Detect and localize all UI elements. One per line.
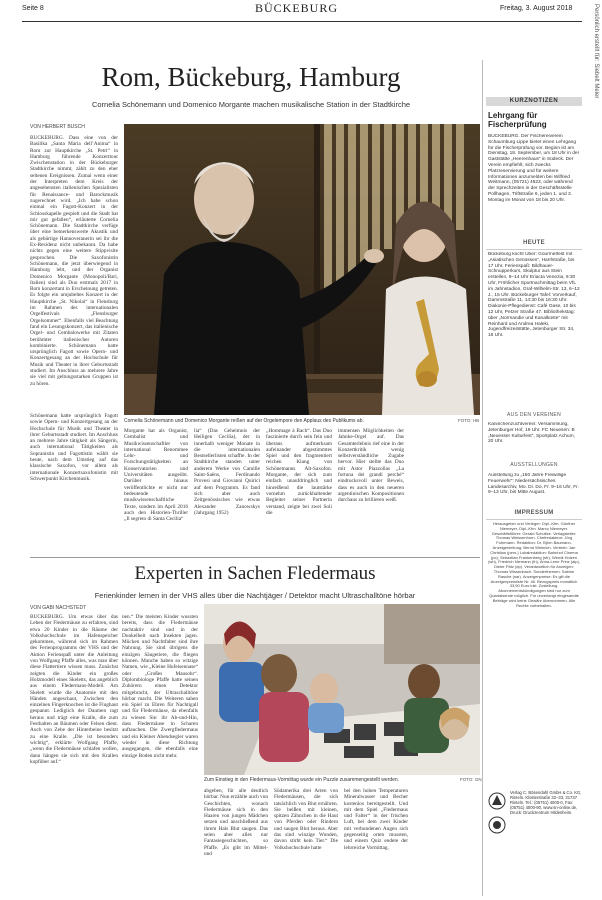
notice-title: Lehrgang für Fischerprüfung [488,111,547,129]
bat-workshop-photo-image [204,604,480,775]
bat-workshop-photo [204,604,480,775]
article1-column-1b: Schönemann hatte ursprünglich Fagott sowie Opern- und Konzertgesang an der Hochschule für Musik und Theater in ihrer Geburtsstadt studiert. Im Anschluss an mehrere Jahre tätigkeit als Sängerin, auch international Tätigkeiten als Sopranistin und Fagottistin wählt sie heute, nach dem Umstieg auf das klassische Saxofon, vor allem als internationale Konzertsaxofonistin mit Schwerpunkt Kirchenmusik. [30,413,118,482]
header-rule [22,21,582,22]
article2-headline: Experten in Sachen Fledermaus [134,563,376,584]
article1-subhead: Cornelia Schönemann und Domenico Morgante machen musikalische Station in der Stadtkirche [91,100,411,109]
heute-heading: HEUTE [523,240,545,246]
impressum-rule [486,519,582,520]
ausstellungen-text: Ausstellung zu „150 Jahre Freiwillige Feuerwehr“: Niedersächsisches Landesarchiv, Mo. Di. Do. Fr. 9–16 Uhr, Fr. 9–13 Uhr, bis Mitte August. [488,473,579,496]
publisher-seal-icon [488,792,506,810]
vereine-text: Kaninchenzuchtverein: Versammlung, Jetenburger Hof, 19 Uhr. FC Neuesen: B „Neuesser Kulturfest“, Sportplatz Achum, 20 Uhr. [488,422,575,445]
issue-date: Freitag, 3. August 2018 [500,5,573,12]
article2-subhead: Ferienkinder lernen in der VHS alles über die Nachtjäger / Detektor macht Ultraschalltöne hörbar [94,591,416,600]
concert-photo [124,124,480,415]
sidebar-divider [482,60,483,896]
vereine-heading: AUS DEN VEREINEN [507,412,561,418]
ausstellungen-heading: AUSSTELLUNGEN [510,462,558,468]
notice-text: BÜCKEBURG. Der Fischereiverein Schaumburg Lippe bietet einen Lehrgang für die Fischerprüfung vor. Beginn ist am Dienstag, 18. September, um 18 Uhr in der Gaststätte „Heerenhaus“ in Südeck. Der Verein empfiehlt, sich zwecks Platzreservierung und für weitere Informationen anzumelden bei Wilfried Weitmann, (05721) 4623, oder während der Sprechzeiten in der Geschäftsstelle Pollhagen, Triftstraße 6, jeden 1. und 3. Montag im Monat von 18 bis 20 Uhr. [488,134,580,203]
impressum-heading: IMPRESSUM [514,510,554,516]
article2-column-5: bei den hohen Temperaturen Mineralwasser und Becher kostenlos bereitgestellt. Und mit dem Spiel „Fledermaus und Falter“ in der frischen Luft, bei dem zwei Kinder mit verbundenen Augen sich gegenseitig orten mussten, und einem Quiz endete der lehrreiche Vormittag. [344,788,408,851]
page-number: Seite 8 [22,5,44,12]
concert-photo-caption: Cornelia Schönemann und Domenico Morgante reißen auf der Orgelempore den Applaus des Publikums ab. [124,418,364,424]
article1-column-1: BÜCKEBURG. Dass eine von der Basilika „Santa Maria dell’Anima“ in Rom zur Hauptkirche „St. Petri“ in Hamburg führende Konzerttour Zwischenstation in der Bückeburger Stadtkirche nimmt, zählt zu den eher seltenen Ereignissen. Zumal wenn einer der Interpreten dem Kreis der angesehensten italienischen Spezialisten für Renaissance- und Barockmusik zugerechnet wird. „Ich habe schon einmal ein Fagott-Konzert in der Schlosskapelle gespielt und die Stadt hat mir gut gefallen“, erläuterte Cornelia Schönemann. Die Stadtkirche verfüge über eine bemerkenswerte Akustik und als gebürtige Hannoveranerin sei ihr die Ex-Residenz nicht unbekannt. Da habe nichts gegen eine weitere Stippvisite gesprochen. Die Saxofonistin Schönemann, die jetzt überwiegend in Hamburg lebt, und der Organist Domenico Morgante (Monopoli/Bari, Italien) sind als Duo erstmals 2017 in Rom konzertant in Erscheinung getreten. Es folgte ein umjubeltes Konzert in der Hauptkirche „St. Nikolai“ in Flensburg im Rahmen des internationalen Orgelfestivals „Flensburger Orgelsommer“. Ebenfalls viel Beachtung fand ein Lesungskonzert, das italienische Orgel- und Cembalowerke mit Zitaten berühmter italienischer Autoren kombinierte. Schönemann hatte ursprünglich Fagott sowie Opern- und Konzertgesang an der Hochschule für Musik und Theater in ihrer Geburtsstadt studiert. Im Anschluss an mehrere Jahre sie viel mit geltungsstarken Gruppen ist zu hören. [30,135,118,387]
article2-column-3: abgeben, für alle deutlich hörbar. Nun erzählte auch von Geschichten, wonach Fledermäuse sich in den Haaren von jungen Mädchen setzen und anschließend aus ihrem Hals Blut saugen. Das seien aber alles nur Fantasiegeschichten, so Pfaffe. „Es gibt im Mittel- und [204,788,268,857]
article2-column-1: BÜCKEBURG. Um etwas über das Leben der Fledermäuse zu erfahren, sind etwa 20 Kinder in die Räume der Volkshochschule im Hafenspeicher gekommen, während sich im Rahmen des Ferienprogramms der VHS und der Aktion Ferienspaß unter die Anleitung von Wolfgang Pfaffe alles, was man über diese Flattertiere wissen muss. Zunächst zeigten die Kinder ein großes Holzmodell eines Skeletts, das angeblich aus einem Fledermaus-Modell. Am Skelett wurde die Anatomie mit den Händen angeschaut, Zwischen den einzelnen Fingerknochen ist die Flughaut gespannt. Lediglich der Daumen ragt heraus und trägt eine Kralle, die zum Festhalten an Bäumen oder Felsen dient. Auch von Zehe der Hinterbeine besitzt zu eine Kralle. „Die ist besonders wichtig“, erklärte Wolfgang Pfaffe, „wenn die Fledermäuse schlafen wollen, dann hängen sie sich mit den Krallen kopfüber auf.“ [30,614,118,765]
article2-column-2: nen.“ Die meisten Kinder wussten bereits, dass die Fledermäuse nachtaktiv sind und in der Dunkelheit nach Insekten jagen. Mücken und Nachtfalter sind ihre Nahrung. Sie sind übrigens die einzigen Säugetiere, die fliegen können. Manche haben so witzige Namen, wie „Kleine Hufeisennase“ oder „Großes Mausohr“. Diplombiologe Pfaffe hatte seinen Zuhörern einen Detektor mitgebracht, der Ultraschalltöne hörbar macht. Die Weiteren sahen ein Spiel zu Ehren für Nachtigall und für Fledermäuse, da ebenfalls zu wiesen Sie: ihr Ab-und-Hin, dass Fledermäuse in Scharen auftauchen. Die Zwergfledermaus und ein Kleiner Abendsegler waren wieder in diese Richtung ausgegangen, die ebenfalls eine einzige Boden nicht mehr. [122,614,198,759]
article1-byline: VON HERBERT BUSCH [30,124,85,130]
personalization-note: Persönlich erstellt für: Siebelt Meier [593,4,599,99]
article-divider [30,557,480,558]
section-title: BÜCKEBURG [255,1,339,15]
article1-column-3: lia“ (Das Geheimnis der Heiligen Cecilia), der in innerhalb weniger Monate in die internationalen Bestsellerlisten schaffte. In der Stadtkirche standen unter anderem Werke von Camille Saint-Saëns, Ferdinando Provesi und Giovanni Quirici auf dem Programm. Es fand sich aber auch Zeitgenössisches wie etwas Alexander Zanowskys (Jahrgang 1952) [194,428,260,516]
article1-column-2: Morgante hat als Organist, Cembalist und Musikwissenschaftler von international Renommee Lehr- und Forschungstätigkeiten an Konservatorien und Universitäten ausgeübt. Darüber hinaus veröffentlichte er nicht nur bedeutende musikwissenschaftliche Texte, sondern im April 2016 auch den Historien-Thriller „Il segreto di Santa Cecilia“ [124,428,188,523]
publisher-info: Verlag C. Bösendahl GmbH & Co. KG, Rinteln. Klosterstraße 32–33, 31737 Rinteln. Tel.: (05751) 4000-0, Fax: (05751) 4000-90, www.sn-online.de, Druck: Druckzentrum Hildesheim. [510,790,582,815]
bat-workshop-credit: FOTO: GN [460,777,482,782]
article1-headline: Rom, Bückeburg, Hamburg [101,62,401,92]
heute-text: Bückeburg kocht Uber: Gourmetfest mit „Asiatischen Genüssen“, Harrlstraße, bis 17 Uhr. Ferienspaß: Bildhauer-Schnupperkurs, Skulptur aus Stein erstellen, 9–14 Uhr Eriacta Venezia, 9:30 Uhr, Fröhlicher Sportnachmittag beim VfL im Jahnstadion, Graf-Wilhelm-Str. 13, 6–12 J., 15 Uhr. Bückeburger Tafel: Vorverkauf, Dammstraße 11, 14:30 bis 16:30 Uhr. Diakonie-Pflegedienst: Café Oase, 10 bis 12 Uhr, Petzer Straße 47. Bibliothekstag: über „Normandie und Kanalküste“ mit Reinhard und Andrea Haleki, Jugendfreizeitstätte, Jetenburger Str. 34, 16 Uhr. [488,252,580,339]
bat-workshop-caption: Zum Einstieg in den Fledermaus-Vormittag wurde ein Puzzle zusammengestellt werden. [204,777,400,783]
concert-photo-image [124,124,480,415]
article2-column-4: Südamerika drei Arten von Fledermäusen, die sich tatsächlich von Blut ernähren. Sie beißen mit kleinen, spitzen Zähnchen in die Haut von Pferden oder Rindern und saugen Blut heraus. Aber das sind winzige Wunden, davon stirbt kein Tier.“ Die Volkshochschule hatte [274,788,338,851]
article2-byline: VON GABI NACHSTEDT [30,605,87,611]
article1-column-5: immensen Möglichkeiten der Jahnke-Orgel auf. Das Gesamterlebnis rief eine in der Konzertkritik wenig selbstverständliche Zugabe hervor. Hier stellte das Duo mit Astor Piazzollas „La fortuna dei grandi perché“ eindrucksvoll unter Beweis, dass es auch in den neueren argentinischen Kompositionen durchaus zu brillieren weiß. [338,428,404,504]
impressum-text: Herausgeber und Verleger: Dipl.-Kfm. Günther Niemeyer, Dipl.-Kfm. Marco Niemeyer. Geschäftsführer: Gerald Schultze. Verlagsleiter: Thomas Weissenhorn. Chefredakteur: Jörg Fuhrmann. Redaktion: Dr. Björn Baumann. Anzeigenleitung: Bernd Weinrich. Vertrieb: Jan Christian (pers.) Lokalredaktion: Bahnhof Cinema (pc), Sebastian Frankenberg (sfr), Wendt Holzen (wh), Friedrich Niemann (fn), Anna-Lene Prinz (alp), Dieter Pätz (dp). Verantwortlich für Anzeigen: Thomas Wissenbach. Sonderthemen: Sabine Rasche (sar). Anzeigenpreise: Es gilt die Anzeigenpreisliste Nr. 46. Bezugspreis monatlich 33,90 Euro inkl. Zustellung. Abonnementskündigungen sind nur zum Quartalsende möglich. Für unverlangt eingesandte Beiträge wird keine Gewähr übernommen. Alle Rechte vorbehalten. [488,522,580,608]
article1-column-4: „Hommage à Bach“. Das Duo faszinierte durch sein fein und überaus aufmerksam aufeinander abgestimmtes Spiel und den fragmentiert reichen Klang von Schönemanns Alt-Saxofon. Morgante, der sich zum einfach unaufdringlich und hinreißend die lautstärke vornehm zurückhaltender Begleiter seiner Partnerin verstand, zeigte bei zwei Soli die [266,428,332,516]
concert-photo-credit: FOTO: HB [458,418,480,423]
paper-seal-icon [488,816,506,834]
kurznotizen-banner: KURZNOTIZEN [486,97,582,106]
heute-rule [486,249,582,250]
